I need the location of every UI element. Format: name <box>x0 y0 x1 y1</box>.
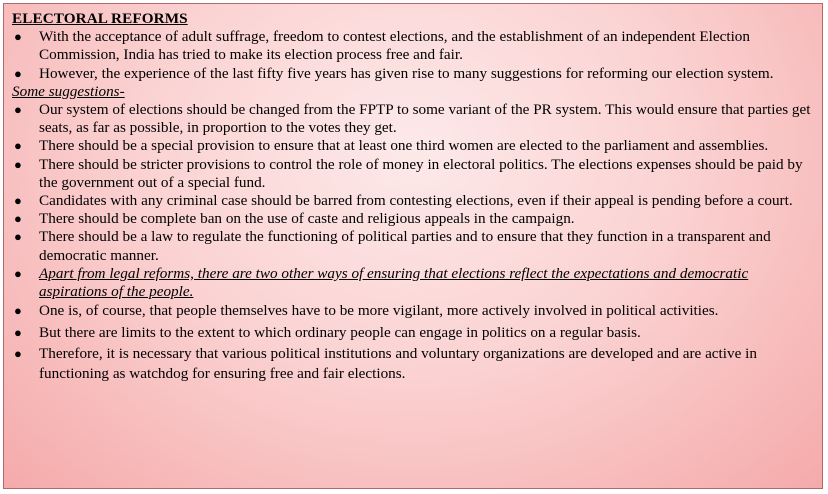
bullet-icon: ● <box>14 102 22 118</box>
bullet-icon: ● <box>14 324 22 340</box>
bullet-icon: ● <box>14 211 22 227</box>
list-item: ● There should be complete ban on the use of caste and religious appeals in the campaign. <box>14 210 575 228</box>
list-item: ● There should be a law to regulate the functioning of political parties and to ensure that they function in a transparent and democratic manner. <box>14 228 771 264</box>
list-item: ● There should be a special provision to ensure that at least one third women are elected to the parliament and assemblies. <box>14 137 769 155</box>
list-item: ● With the acceptance of adult suffrage, freedom to contest elections, and the establishment of an independent Election Commission, India has tried to make its election process free and fair. <box>14 28 750 64</box>
page-title: ELECTORAL REFORMS <box>12 10 188 27</box>
emphasis-item: ● Apart from legal reforms, there are two other ways of ensuring that elections reflect the expectations and democratic aspirations of the people. <box>14 264 749 301</box>
list-item: ● Therefore, it is necessary that various political institutions and voluntary organizations are developed and are active in functioning as watchdog for ensuring free and fair elections. <box>14 344 757 383</box>
list-item: ● But there are limits to the extent to which ordinary people can engage in politics on a regular basis. <box>14 323 641 341</box>
bullet-icon: ● <box>14 138 22 154</box>
bullet-icon: ● <box>14 229 22 245</box>
intro-list <box>12 28 814 83</box>
list-item: ● One is, of course, that people themselves have to be more vigilant, more actively involved in political activities. <box>12 301 814 322</box>
bullet-icon: ● <box>14 265 22 281</box>
bullet-icon: ● <box>14 65 22 81</box>
bullet-icon: ● <box>14 303 22 319</box>
list-item: ● However, the experience of the last fifty five years has given rise to many suggestions for reforming our election system. <box>14 64 774 82</box>
bullet-icon: ● <box>14 29 22 45</box>
list-item: ● Candidates with any criminal case should be barred from contesting elections, even if their appeal is pending before a court. <box>14 192 793 210</box>
bullet-icon: ● <box>14 156 22 172</box>
suggestions-list <box>12 101 814 385</box>
bullet-icon: ● <box>14 345 22 361</box>
subheading: Some suggestions- <box>12 82 125 100</box>
content-panel <box>3 3 823 489</box>
list-item: ● Our system of elections should be changed from the FPTP to some variant of the PR system. This would ensure that parties get seats, as far as possible, in proportion to the votes they get. <box>14 101 811 137</box>
bullet-icon: ● <box>14 193 22 209</box>
list-item: ● There should be stricter provisions to control the role of money in electoral politics. The elections expenses should be paid by the government out of a special fund. <box>14 155 803 191</box>
